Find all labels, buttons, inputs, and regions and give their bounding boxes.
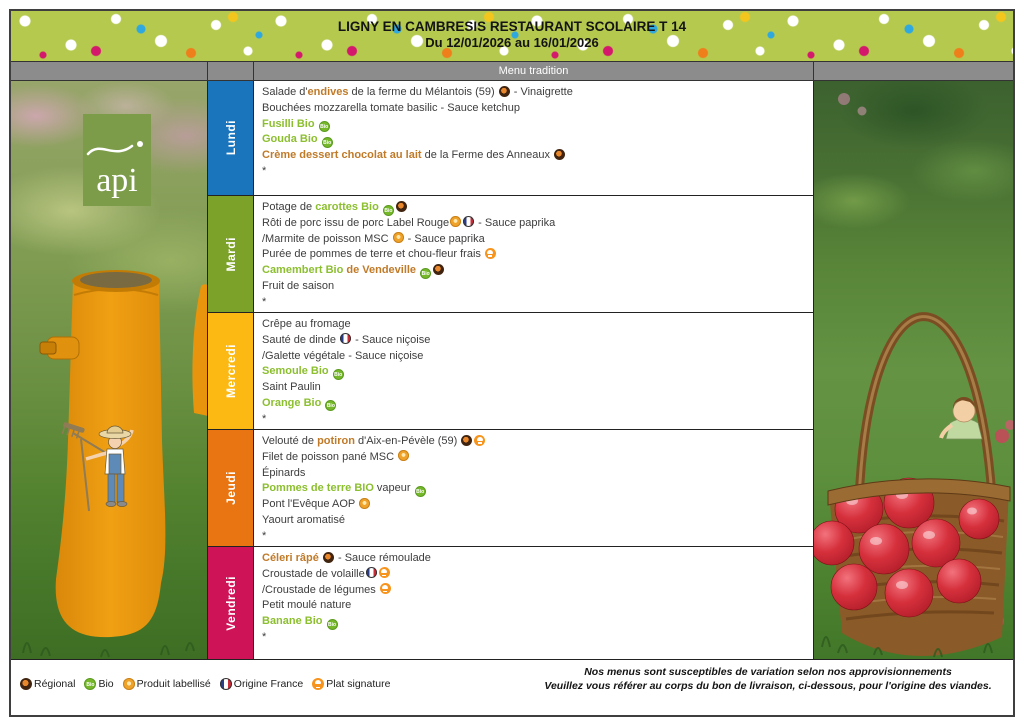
menu-text: Gouda Bio xyxy=(262,133,321,146)
menu-text: de la ferme du Mélantois (59) xyxy=(348,86,498,98)
menu-item xyxy=(262,279,805,295)
menu-item xyxy=(262,295,805,311)
menu-text: carottes Bio xyxy=(315,201,382,213)
menu-text: Velouté de xyxy=(262,435,318,447)
menu-item xyxy=(262,450,805,466)
menu-text: * xyxy=(262,630,267,643)
menu-text: Crêpe au fromage xyxy=(262,318,351,330)
menu-item xyxy=(262,317,805,333)
menu-text: - Sauce rémoulade xyxy=(334,552,431,564)
menu-text: * xyxy=(262,529,267,542)
menu-text: Pont l'Evêque AOP xyxy=(262,498,359,511)
menu-item xyxy=(262,232,805,248)
menu-grid xyxy=(11,81,1013,660)
france-icon xyxy=(340,333,351,344)
day-label-jeudi xyxy=(208,430,254,547)
bio-icon: Bio xyxy=(319,121,330,132)
day-label-mercredi xyxy=(208,313,254,430)
menu-text: Potage de xyxy=(262,201,316,213)
menu-item xyxy=(262,380,805,396)
menu-item xyxy=(262,614,805,630)
legend-item-regional xyxy=(19,678,75,690)
menu-item xyxy=(262,216,805,232)
menu-item xyxy=(262,200,805,216)
menu-cell-mercredi xyxy=(254,313,814,430)
date-range: Du 12/01/2026 au 16/01/2026 xyxy=(425,35,599,50)
restaurant-title: LIGNY EN CAMBRESIS RESTAURANT SCOLAIRE T 14 xyxy=(337,19,687,34)
disclaimer-line2: Veuillez vous référer au corps du bon de livraison, ci-dessous, pour l'origine des viandes. xyxy=(544,679,992,692)
menu-item xyxy=(262,630,805,646)
day-name: Lundi xyxy=(223,120,238,156)
legend xyxy=(19,678,390,690)
menu-text: Orange Bio xyxy=(262,396,325,409)
label-icon xyxy=(450,216,461,227)
menu-text: * xyxy=(262,164,267,177)
menu-item xyxy=(262,247,805,263)
right-photo-panel xyxy=(814,81,1013,660)
legend-item-france xyxy=(219,678,303,690)
menu-item xyxy=(262,148,805,164)
menu-item xyxy=(262,164,805,180)
menu-item xyxy=(262,412,805,428)
menu-text: d'Aix-en-Pévèle (59) xyxy=(354,435,461,447)
label-icon xyxy=(398,450,409,461)
menu-item xyxy=(262,466,805,482)
menu-text: Sauté de dinde xyxy=(262,333,340,346)
regional-icon xyxy=(554,149,565,160)
menu-text: /Galette végétale - Sauce niçoise xyxy=(262,349,424,362)
signature-icon xyxy=(312,678,324,690)
menu-text: Filet de poisson pané MSC xyxy=(262,450,398,463)
regional-icon xyxy=(20,678,32,690)
menu-text: endives xyxy=(307,86,349,98)
signature-icon xyxy=(379,567,390,578)
menu-text: de Vendeville xyxy=(343,264,420,277)
menu-text: - Sauce paprika xyxy=(475,216,556,229)
day-name: Jeudi xyxy=(223,471,238,505)
menu-text: * xyxy=(262,412,267,425)
menu-text: Camembert Bio xyxy=(262,264,344,277)
api-logo-wave xyxy=(86,136,148,162)
menu-text: Salade d' xyxy=(262,86,308,98)
menu-cell-lundi xyxy=(254,81,814,196)
menu-item xyxy=(262,529,805,545)
regional-icon xyxy=(499,86,510,97)
menu-text: Fusilli Bio xyxy=(262,117,318,130)
legend-item-label xyxy=(122,678,211,690)
menu-text: Semoule Bio xyxy=(262,365,332,378)
menu-item xyxy=(262,481,805,497)
menu-text: Pommes de terre BIO xyxy=(262,482,374,495)
menu-text: de la Ferme des Anneaux xyxy=(421,149,554,162)
menu-text: Crème dessert chocolat au lait xyxy=(262,149,422,162)
menu-text: - Sauce paprika xyxy=(404,232,485,245)
legend-label: Produit labellisé xyxy=(136,678,211,690)
bio-icon: Bio xyxy=(383,205,394,216)
day-label-mardi xyxy=(208,196,254,313)
menu-tradition-header: Menu tradition xyxy=(254,62,814,80)
menu-text: Épinards xyxy=(262,466,306,479)
bio-icon: Bio xyxy=(84,678,96,690)
menu-text: Purée de pommes de terre et chou-fleur frais xyxy=(262,248,484,261)
menu-cell-mardi xyxy=(254,196,814,313)
label-icon xyxy=(123,678,135,690)
menu-text: vapeur xyxy=(373,482,414,495)
bio-icon: Bio xyxy=(420,268,431,279)
day-label-lundi xyxy=(208,81,254,196)
day-name: Mardi xyxy=(223,236,238,272)
menu-text: * xyxy=(262,295,267,308)
regional-icon xyxy=(396,201,407,212)
menu-item xyxy=(262,263,805,279)
menu-item xyxy=(262,132,805,148)
bio-icon: Bio xyxy=(333,369,344,380)
menu-text: - Sauce niçoise xyxy=(352,333,431,346)
menu-text: Saint Paulin xyxy=(262,381,321,394)
menu-text: - Vinaigrette xyxy=(510,86,573,98)
menu-item xyxy=(262,583,805,599)
header-band xyxy=(11,11,1013,61)
signature-icon xyxy=(380,583,391,594)
legend-label: Plat signature xyxy=(326,678,391,690)
menu-text: Petit moulé nature xyxy=(262,599,352,612)
bio-icon: Bio xyxy=(415,486,426,497)
menu-text: Croustade de volaille xyxy=(262,567,365,580)
signature-icon xyxy=(485,248,496,259)
menu-item xyxy=(262,333,805,349)
legend-label: Régional xyxy=(34,678,76,690)
menu-cell-vendredi xyxy=(254,547,814,660)
bio-icon: Bio xyxy=(327,619,338,630)
apple-basket-illustration xyxy=(814,81,1013,660)
regional-icon xyxy=(461,435,472,446)
menu-text: Céleri râpé xyxy=(262,552,322,564)
menu-text: /Marmite de poisson MSC xyxy=(262,232,392,245)
menu-text: Banane Bio xyxy=(262,615,326,628)
france-icon xyxy=(366,567,377,578)
menu-text: Fruit de saison xyxy=(262,279,335,292)
bio-icon: Bio xyxy=(325,400,336,411)
menu-text: Bouchées mozzarella tomate basilic - Sauce ketchup xyxy=(262,101,521,114)
menu-item xyxy=(262,349,805,365)
day-name: Vendredi xyxy=(223,575,238,631)
day-label-vendredi xyxy=(208,547,254,660)
menu-item xyxy=(262,513,805,529)
legend-label: Bio xyxy=(98,678,114,690)
label-icon xyxy=(393,232,404,243)
day-name: Mercredi xyxy=(223,343,238,399)
menu-item xyxy=(262,85,805,101)
legend-item-bio xyxy=(83,678,113,690)
bio-icon: Bio xyxy=(322,137,333,148)
menu-item xyxy=(262,396,805,412)
table-header-row xyxy=(11,61,1013,81)
api-logo xyxy=(83,114,151,206)
menu-text: Rôti de porc issu de porc Label Rouge xyxy=(262,216,450,229)
menu-item xyxy=(262,101,805,117)
menu-item xyxy=(262,364,805,380)
menu-item xyxy=(262,434,805,450)
disclaimer xyxy=(531,666,1005,693)
label-icon xyxy=(359,498,370,509)
left-photo-panel xyxy=(11,81,208,660)
menu-text: Yaourt aromatisé xyxy=(262,513,345,526)
footer xyxy=(11,660,1013,714)
header-cell-photo-right xyxy=(814,62,1013,80)
france-icon xyxy=(463,216,474,227)
legend-label: Origine France xyxy=(233,678,304,690)
menu-cell-jeudi xyxy=(254,430,814,547)
menu-item xyxy=(262,551,805,567)
legend-item-signature xyxy=(311,678,390,690)
regional-icon xyxy=(433,264,444,275)
regional-icon xyxy=(323,552,334,563)
france-icon xyxy=(220,678,232,690)
signature-icon xyxy=(474,435,485,446)
menu-text: potiron xyxy=(317,435,355,447)
api-logo-text: api xyxy=(96,162,138,199)
disclaimer-line1: Nos menus sont susceptibles de variation selon nos approvisionnements xyxy=(584,666,952,678)
menu-item xyxy=(262,567,805,583)
menu-document xyxy=(9,9,1015,717)
header-cell-photo-left xyxy=(11,62,208,80)
menu-item xyxy=(262,117,805,133)
menu-item xyxy=(262,598,805,614)
header-cell-days xyxy=(208,62,254,80)
menu-item xyxy=(262,497,805,513)
menu-text: /Croustade de légumes xyxy=(262,583,379,596)
